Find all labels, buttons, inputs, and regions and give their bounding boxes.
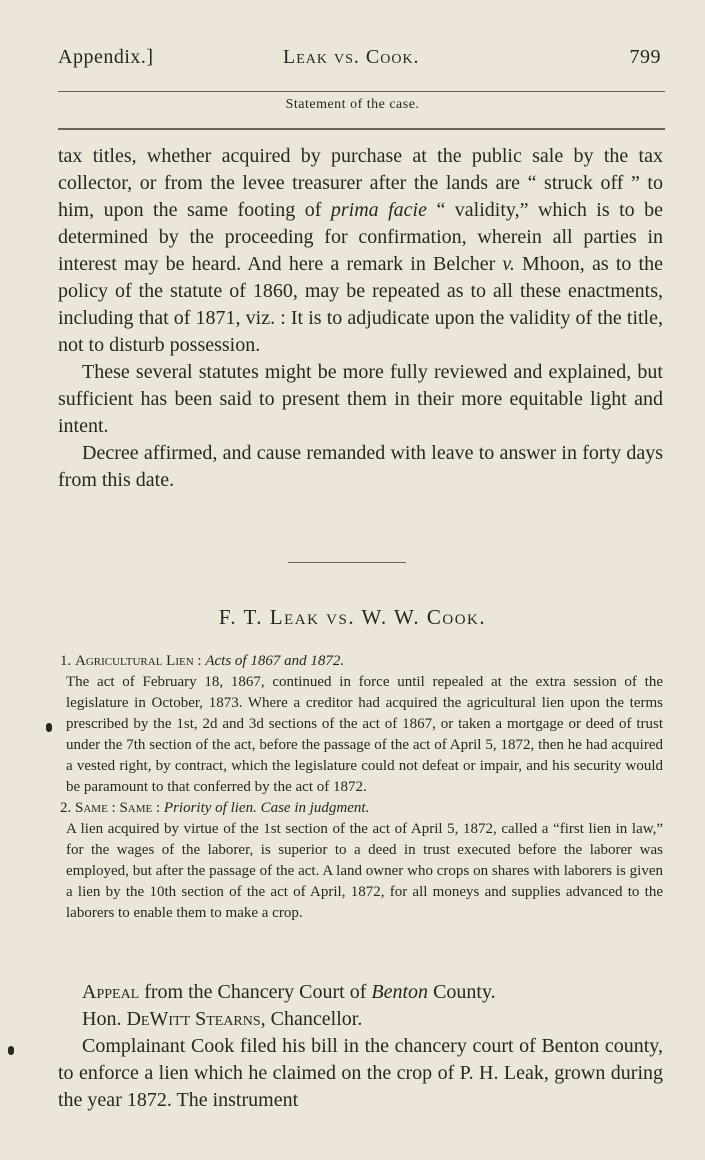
- margin-mark-icon: [8, 1046, 14, 1055]
- syllabus: [58, 651, 663, 924]
- header-rule-bottom: [58, 128, 665, 130]
- syllabus-heading-2: 2. Same : Same : Priority of lien. Case in judgment.: [60, 800, 370, 816]
- syllabus-text-1: The act of February 18, 1867, continued in force until repealed at the extra session of the legislature in October, 1873. Where a creditor had acquired the agricultural lien upon the terms prescribed by the 1st, 2d and 3d sections of the act of 1867, or taken a mortgage or deed of trust under the 7th section of the act, before the passage of the act of April 5, 1872, then he had acquired a vested right, by contract, which the legislature could not defeat or impair, and his security would be paramount to that conferred by the act of 1872.: [66, 674, 663, 795]
- decree-paragraph: Decree affirmed, and cause remanded with leave to answer in forty days from this date.: [58, 442, 663, 491]
- margin-mark-icon: [46, 723, 52, 732]
- syllabus-heading-1: 1. Agricultural Lien : Acts of 1867 and 1872.: [60, 653, 345, 669]
- page-number: 799: [629, 46, 661, 68]
- header-rule-top: [58, 91, 665, 92]
- preceding-opinion: [58, 143, 663, 494]
- appeal-line: Appeal from the Chancery Court of Benton County.: [82, 981, 496, 1003]
- case-title: F. T. Leak vs. W. W. Cook.: [218, 605, 487, 629]
- closing-paragraph: Complainant Cook filed his bill in the chancery court of Benton county, to enforce a lien which he claimed on the crop of P. H. Leak, grown during the year 1872. The instrument: [58, 1035, 663, 1111]
- syllabus-text-2: A lien acquired by virtue of the 1st section of the act of April 5, 1872, called a “first lien in law,” for the wages of the laborer, is superior to a deed in trust executed before the laborer was employed, but after the passage of the act. A land owner who crops on shares with laborers is given a lien by the 10th section of the act of April, 1872, for all moneys and supplies advanced to the laborers to enable them to make a crop.: [66, 821, 663, 921]
- opinion-paragraph-2: These several statutes might be more fully reviewed and explained, but sufficient has been said to present them in their more equitable light and intent.: [58, 361, 663, 437]
- chancellor-line: Hon. DeWitt Stearns, Chancellor.: [82, 1008, 363, 1030]
- statement-of-case: Statement of the case.: [285, 97, 420, 112]
- running-head-left: Appendix.]: [58, 46, 154, 68]
- section-divider: [288, 562, 406, 563]
- running-head-title: Leak vs. Cook.: [283, 46, 420, 68]
- case-statement: [58, 979, 663, 1114]
- opinion-paragraph-1: tax titles, whether acquired by purchase at the public sale by the tax collector, or from the levee treasurer after the lands are “ struck off ” to him, upon the same footing of prima facie “ validity,” which is to be determined by the proceeding for confirmation, wherein all parties in interest may be heard. And here a remark in Belcher v. Mhoon, as to the policy of the statute of 1860, may be repeated as to all these enactments, including that of 1871, viz. : It is to adjudicate upon the validity of the title, not to disturb possession.: [58, 145, 663, 356]
